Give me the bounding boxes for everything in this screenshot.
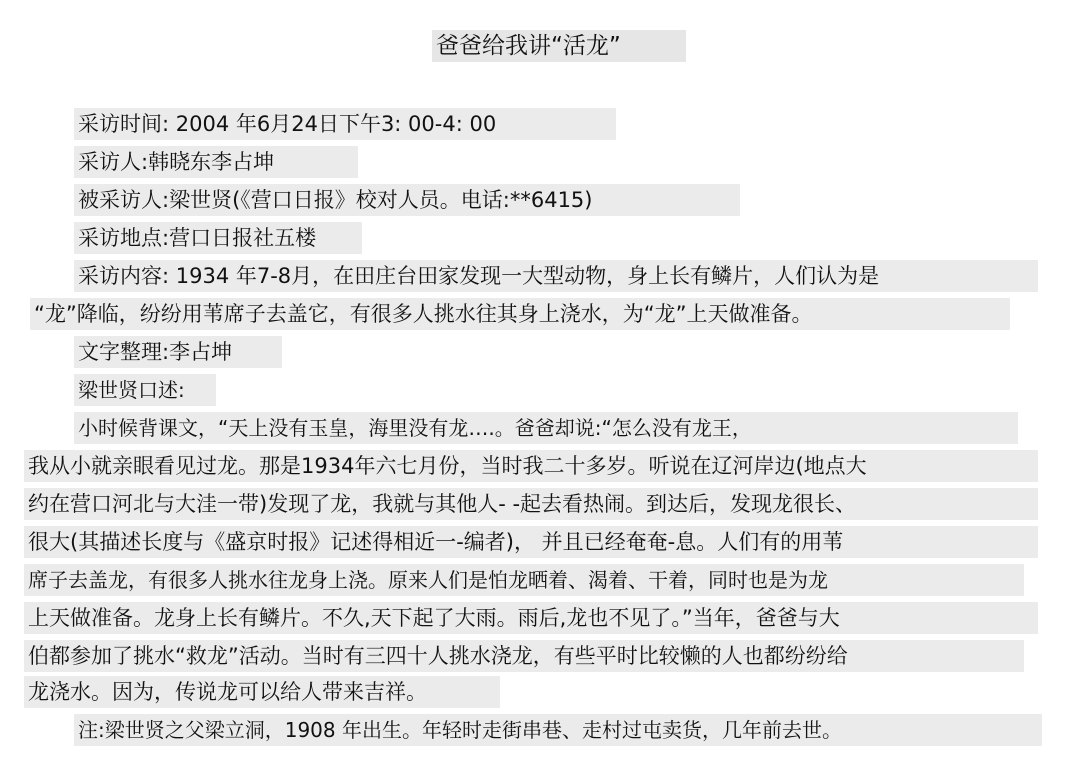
body-line-3: 约在营口河北与大洼一带)发现了龙，我就与其他人- -起去看热闹。到达后，发现龙很长、 (24, 488, 1038, 520)
document-title: 爸爸给我讲“活龙” (432, 30, 686, 62)
interviewer: 采访人:韩晓东李占坤 (74, 146, 358, 178)
interview-content-line-2: “龙”降临，纷纷用苇席子去盖它，有很多人挑水往其身上浇水，为“龙”上天做准备。 (30, 298, 1010, 330)
body-line-2: 我从小就亲眼看见过龙。那是1934年六七月份，当时我二十多岁。听说在辽河岸边(地点大 (24, 450, 1038, 482)
footnote: 注:梁世贤之父梁立洞，1908 年出生。年轻时走街串巷、走村过屯卖货，几年前去世。 (74, 714, 1042, 746)
interviewee: 被采访人:梁世贤(《营口日报》校对人员。电话:**6415) (74, 184, 740, 216)
body-line-6: 上天做准备。龙身上长有鳞片。不久,天下起了大雨。雨后,龙也不见了。”当年，爸爸与大 (24, 602, 1038, 634)
body-line-4: 很大(其描述长度与《盛京时报》记述得相近一-编者)， 并且已经奄奄-息。人们有的用苇 (24, 526, 1038, 558)
body-line-1: 小时候背课文，“天上没有玉皇，海里没有龙….。爸爸却说:“怎么没有龙王， (74, 412, 1018, 444)
interview-time: 采访时间: 2004 年6月24日下午3: 00-4: 00 (74, 108, 616, 140)
text-editor: 文字整理:李占坤 (74, 336, 282, 368)
interview-location: 采访地点:营口日报社五楼 (74, 222, 362, 254)
body-line-5: 席子去盖龙，有很多人挑水往龙身上浇。原来人们是怕龙晒着、渴着、干着，同时也是为龙 (24, 564, 1024, 596)
interview-content-line-1: 采访内容: 1934 年7-8月，在田庄台田家发现一大型动物，身上长有鳞片，人们认为是 (74, 260, 1038, 292)
body-line-7: 伯都参加了挑水“救龙”活动。当时有三四十人挑水浇龙，有些平时比较懒的人也都纷纷给 (24, 640, 1024, 672)
oral-account-label: 梁世贤口述: (74, 374, 216, 406)
body-line-8: 龙浇水。因为，传说龙可以给人带来吉祥。 (24, 676, 500, 708)
